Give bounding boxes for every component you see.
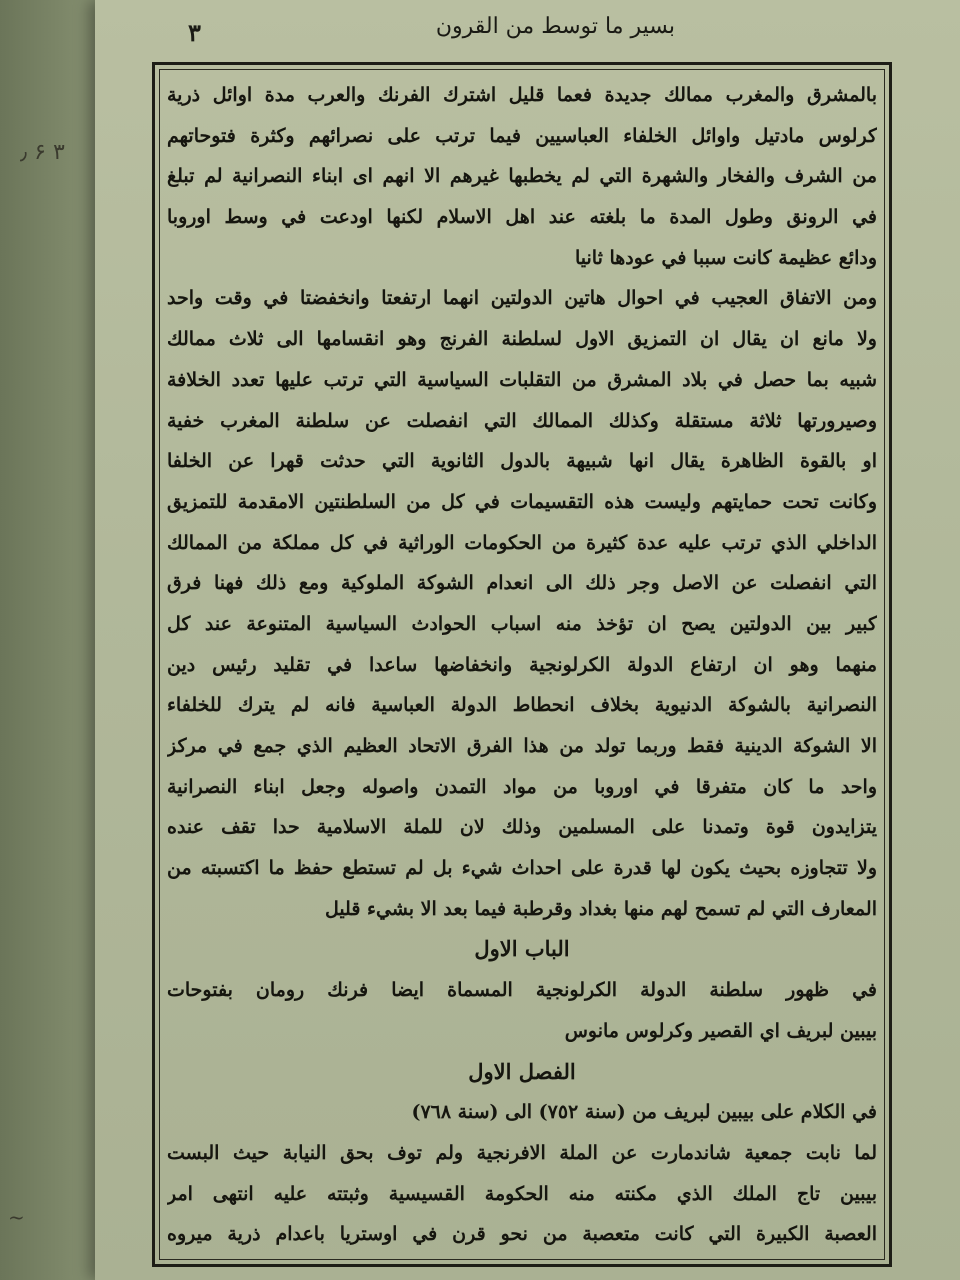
text-line: النصرانية بالشوكة الدنيوية بخلاف انحطاط الدولة العباسية فانه لم يترك للخلفاء — [167, 694, 877, 717]
margin-mark: ~ — [8, 1205, 25, 1229]
text-line: وصيرورتها ثلاثة مستقلة وكذلك الممالك التي انفصلت عن سلطنة المغرب خفية — [167, 409, 877, 432]
text-line: الا الشوكة الدينية فقط وربما تولد من هذا الفرق الاتحاد العظيم الذي جمع في مركز — [167, 735, 877, 757]
text-line: او بالقوة الظاهرة يقال انها شبيهة بالدول الثانوية التي حدثت قهرا عن الخلفا — [167, 450, 877, 473]
text-line: لما نابت جمعية شاندمارت عن الملة الافرنجية ولم توف بحق النيابة حيث البست — [167, 1141, 877, 1164]
text-line: في الكلام على بيبين لبريف من (سنة ٧٥٢) الى (سنة ٧٦٨) — [411, 1101, 877, 1124]
body-text — [167, 75, 877, 1255]
text-line: بالمشرق والمغرب ممالك جديدة فعما قليل اشترك الفرنك والعرب مدة اوائل ذرية — [167, 84, 877, 106]
text-line: ولا تتجاوزه بحيث يكون لها قدرة على احداث شيء بل لم تستطع حفظ ما اكتسبته من — [167, 857, 877, 880]
text-line: التي انفصلت عن الاصل وجر ذلك الى انعدام الشوكة الملوكية ومع ذلك فهنا فرق — [167, 572, 877, 595]
text-line: ودائع عظيمة كانت سببا في عودها ثانيا — [574, 246, 877, 269]
section-heading: الفصل الاول — [468, 1058, 576, 1084]
text-line: كبير بين الدولتين يصح ان تؤخذ منه اسباب الحوادث السياسية المتنوعة عند كل — [167, 612, 877, 635]
text-line: في ظهور سلطنة الدولة الكرلونجية المسماة ايضا فرنك رومان بفتوحات — [167, 979, 877, 1002]
text-line: كرلوس مادتيل واوائل الخلفاء العباسيين فيما ترتب على نصرائهم وكثرة فتوحاتهم — [167, 124, 877, 147]
text-line: بيبين تاج الملك الذي مكنته منه الحكومة القسيسية وثبتته عليه انتهى امر — [167, 1182, 877, 1205]
text-line: المعارف التي لم تسمح لهم منها بغداد وقرطبة فيما بعد الا بشيء قليل — [324, 897, 877, 920]
text-line: منهما وهو ان ارتفاع الدولة الكرلونجية وانخفاضها ساعدا في تقليد رئيس دين — [167, 653, 877, 676]
text-line: من الشرف والفخار والشهرة التي لم يخطبها غيرهم الا انهم اى ابناء النصرانية لم تبلغ — [167, 165, 877, 188]
text-line: الداخلي الذي ترتب عليه عدة كثيرة من الحكومات الوراثية في كل مملكة من الممالك — [167, 531, 877, 554]
text-line: ومن الاتفاق العجيب في احوال هاتين الدولتين انهما ارتفعتا وانخفضتا في وقت واحد — [167, 287, 877, 310]
text-line: يتزايدون قوة وتمدنا على المسلمين وذلك لان للملة الاسلامية حدا تقف عنده — [167, 816, 877, 839]
margin-mark: ٫ ۶ ۳ — [20, 140, 65, 165]
page-number: ٣ — [188, 18, 201, 47]
text-frame — [152, 62, 892, 1267]
text-line: العصبة الكبيرة التي كانت متعصبة من نحو قرن في اوستريا باعدام ذرية ميروه — [167, 1223, 877, 1246]
text-line: واحد ما كان متفرقا في اوروبا من مواد التمدن واصوله وجعل ابناء النصرانية — [167, 775, 877, 798]
text-line: بيبين لبريف اي القصير وكرلوس مانوس — [564, 1019, 877, 1042]
text-line: في الرونق وطول المدة ما بلغته عند اهل الاسلام لكنها اودعت في وسط اوروبا — [167, 206, 877, 229]
page-header — [170, 12, 880, 52]
text-line: شبيه بما حصل في بلاد المشرق من التقلبات السياسية التي ترتب عليها تعدد الخلافة — [167, 368, 877, 391]
running-title: بسير ما توسط من القرون — [435, 14, 675, 39]
section-heading: الباب الاول — [474, 936, 570, 962]
text-line: ولا مانع ان يقال ان التمزيق الاول لسلطنة الفرنج وهو انقسامها الى ثلاث ممالك — [167, 328, 877, 351]
text-line: وكانت تحت حمايتهم وليست هذه التقسيمات في كل من السلطنتين الامقدمة للتمزيق — [167, 490, 877, 513]
previous-page-edge — [0, 0, 110, 1280]
